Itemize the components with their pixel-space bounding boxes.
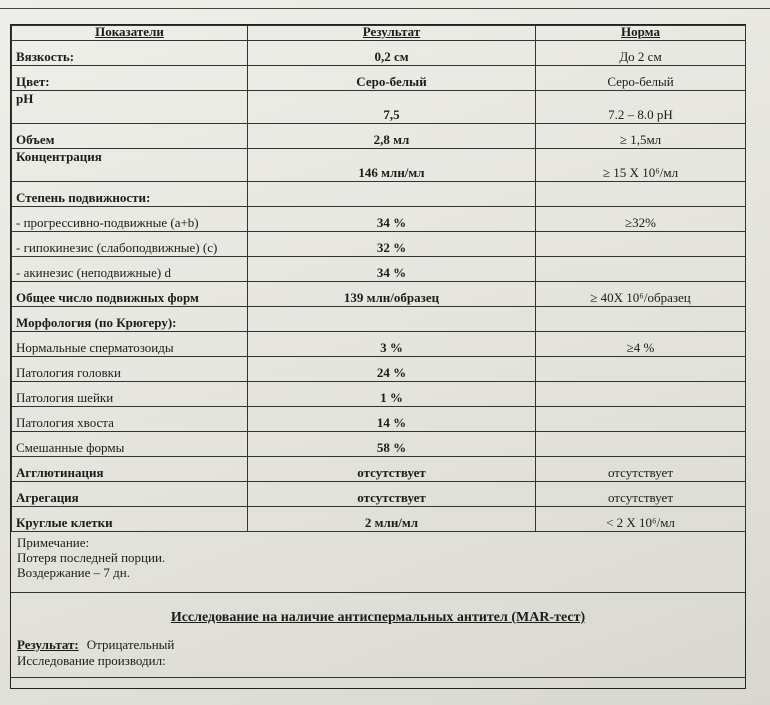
table-row-ph xyxy=(12,91,746,124)
row-norm: ≥ 15 Х 10⁶/мл xyxy=(536,149,746,182)
row-result: 34 % xyxy=(248,257,536,282)
row-norm: ≥ 1,5мл xyxy=(536,124,746,149)
row-norm: отсутствует xyxy=(536,457,746,482)
row-norm: ≥4 % xyxy=(536,332,746,357)
table-row-hypokinesis xyxy=(12,232,746,257)
table-row-aggregation xyxy=(12,482,746,507)
row-norm: отсутствует xyxy=(536,482,746,507)
row-norm xyxy=(536,232,746,257)
performer-field: Исследование производил: xyxy=(17,653,166,668)
row-norm xyxy=(536,432,746,457)
row-norm: ≥ 40Х 10⁶/образец xyxy=(536,282,746,307)
mar-result-label: Результат: xyxy=(17,637,79,652)
table-row-volume xyxy=(12,124,746,149)
row-result xyxy=(248,182,536,207)
row-result: 0,2 см xyxy=(248,41,536,66)
row-result: 14 % xyxy=(248,407,536,432)
table-row-agglutination xyxy=(12,457,746,482)
header-param: Показатели xyxy=(12,26,248,41)
row-name: Вязкость: xyxy=(12,41,248,66)
row-result: Серо-белый xyxy=(248,66,536,91)
note-label: Примечание: xyxy=(17,535,90,550)
row-name: Патология головки xyxy=(12,357,248,382)
results-table xyxy=(11,25,746,532)
row-result xyxy=(248,307,536,332)
mar-result-value: Отрицательный xyxy=(86,637,175,652)
table-row-neck-pathology xyxy=(12,382,746,407)
row-result: 2,8 мл xyxy=(248,124,536,149)
table-row-concentration xyxy=(12,149,746,182)
row-result: 58 % xyxy=(248,432,536,457)
row-name: pH xyxy=(12,91,248,124)
row-name: Общее число подвижных форм xyxy=(12,282,248,307)
header-norm: Норма xyxy=(536,26,746,41)
row-result: 34 % xyxy=(248,207,536,232)
row-result: 139 млн/образец xyxy=(248,282,536,307)
row-name: Цвет: xyxy=(12,66,248,91)
table-header-row xyxy=(12,26,746,41)
row-name: Морфология (по Крюгеру): xyxy=(12,307,248,332)
mar-test-title: Исследование на наличие антиспермальных антител (MAR-тест) xyxy=(170,610,586,625)
row-name: Степень подвижности: xyxy=(12,182,248,207)
row-name: Смешанные формы xyxy=(12,432,248,457)
row-name: Нормальные сперматозоиды xyxy=(12,332,248,357)
table-row-motility-header xyxy=(12,182,746,207)
row-norm xyxy=(536,307,746,332)
row-result: 146 млн/мл xyxy=(248,149,536,182)
table-row-head-pathology xyxy=(12,357,746,382)
top-rule xyxy=(0,8,770,9)
row-norm: Серо-белый xyxy=(536,66,746,91)
row-name: Агрегация xyxy=(12,482,248,507)
table-row-progressive xyxy=(12,207,746,232)
note-line-1: Потеря последней порции. xyxy=(17,550,166,565)
row-norm xyxy=(536,407,746,432)
table-row-normal xyxy=(12,332,746,357)
row-norm xyxy=(536,182,746,207)
table-row-tail-pathology xyxy=(12,407,746,432)
row-result: 3 % xyxy=(248,332,536,357)
row-result: отсутствует xyxy=(248,482,536,507)
row-result: 2 млн/мл xyxy=(248,507,536,532)
row-name: Агглютинация xyxy=(12,457,248,482)
table-row-viscosity xyxy=(12,41,746,66)
header-result: Результат xyxy=(248,26,536,41)
table-row-akinesis xyxy=(12,257,746,282)
note-section xyxy=(11,532,745,593)
table-row-morphology-header xyxy=(12,307,746,332)
row-name: - прогрессивно-подвижные (a+b) xyxy=(12,207,248,232)
table-row-color xyxy=(12,66,746,91)
table-row-mixed-forms xyxy=(12,432,746,457)
row-norm xyxy=(536,257,746,282)
row-name: Патология шейки xyxy=(12,382,248,407)
mar-test-result xyxy=(17,637,174,653)
row-norm: 7.2 – 8.0 pH xyxy=(536,91,746,124)
row-name: Концентрация xyxy=(12,149,248,182)
row-norm: < 2 Х 10⁶/мл xyxy=(536,507,746,532)
note-line-2: Воздержание – 7 дн. xyxy=(17,565,130,580)
row-result: 24 % xyxy=(248,357,536,382)
row-norm xyxy=(536,382,746,407)
row-name: Объем xyxy=(12,124,248,149)
table-row-total-motile xyxy=(12,282,746,307)
row-name: - гипокинезис (слабоподвижные) (c) xyxy=(12,232,248,257)
row-norm: До 2 см xyxy=(536,41,746,66)
analysis-form xyxy=(10,24,746,689)
table-row-round-cells xyxy=(12,507,746,532)
row-name: Круглые клетки xyxy=(12,507,248,532)
row-name: - акинезис (неподвижные) d xyxy=(12,257,248,282)
row-result: 7,5 xyxy=(248,91,536,124)
row-norm xyxy=(536,357,746,382)
row-norm: ≥32% xyxy=(536,207,746,232)
row-name: Патология хвоста xyxy=(12,407,248,432)
row-result: 32 % xyxy=(248,232,536,257)
row-result: 1 % xyxy=(248,382,536,407)
row-result: отсутствует xyxy=(248,457,536,482)
